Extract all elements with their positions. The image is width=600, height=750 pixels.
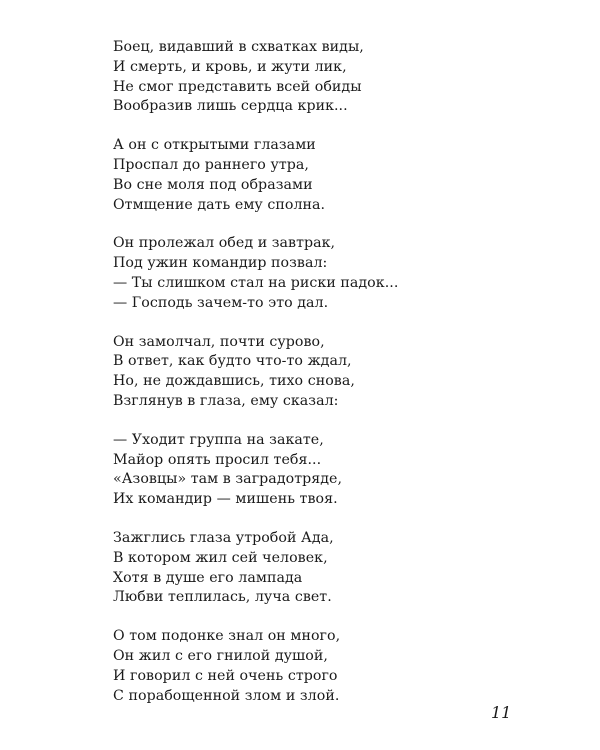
poem-line: В ответ, как будто что-то ждал, bbox=[113, 353, 352, 370]
poem-line: Он жил с его гнилой душой, bbox=[113, 647, 328, 664]
stanza-7 bbox=[113, 627, 533, 706]
stanza-4 bbox=[113, 333, 533, 412]
poem-line: Их командир — мишень твоя. bbox=[113, 491, 338, 508]
stanza-1 bbox=[113, 38, 533, 117]
poem-line: Майор опять просил тебя... bbox=[113, 451, 322, 468]
poem-line: Он пролежал обед и завтрак, bbox=[113, 235, 336, 252]
page-number: 11 bbox=[491, 703, 512, 722]
poem-line: И смерть, и кровь, и жути лик, bbox=[113, 58, 347, 75]
poem-line: Зажглись глаза утробой Ада, bbox=[113, 529, 334, 546]
poem-line: А он с открытыми глазами bbox=[113, 137, 316, 154]
poem-line: Но, не дождавшись, тихо снова, bbox=[113, 373, 355, 390]
poem-line: Проспал до раннего утра, bbox=[113, 156, 309, 173]
poem-line: — Ты слишком стал на риски падок... bbox=[113, 274, 399, 291]
poem-line: — Уходит группа на закате, bbox=[113, 431, 324, 448]
poem-line: И говорил с ней очень строго bbox=[113, 667, 338, 684]
poem-line: Боец, видавший в схватках виды, bbox=[113, 39, 364, 55]
stanza-6 bbox=[113, 529, 533, 608]
stanza-2 bbox=[113, 136, 533, 215]
poem-line: О том подонке знал он много, bbox=[113, 628, 341, 645]
poem-line: Любви теплилась, луча свет. bbox=[113, 589, 332, 606]
poem-line: Под ужин командир позвал: bbox=[113, 255, 328, 272]
poem-line: С порабощенной злом и злой. bbox=[113, 687, 340, 704]
poem-line: Вообразив лишь сердца крик... bbox=[113, 98, 348, 115]
poem-text bbox=[113, 38, 533, 725]
stanza-5 bbox=[113, 431, 533, 510]
poem-line: — Господь зачем-то это дал. bbox=[113, 294, 329, 311]
poem-line: Хотя в душе его лампада bbox=[113, 569, 303, 586]
poem-line: Не смог представить всей обиды bbox=[113, 78, 362, 95]
poem-line: Он замолчал, почти сурово, bbox=[113, 333, 325, 350]
poem-line: В котором жил сей человек, bbox=[113, 549, 328, 566]
stanza-3 bbox=[113, 234, 533, 313]
poem-line: Взглянув в глаза, ему сказал: bbox=[113, 392, 339, 409]
poem-line: «Азовцы» там в заградотряде, bbox=[113, 471, 343, 488]
poem-line: Отмщение дать ему сполна. bbox=[113, 196, 326, 213]
poem-line: Во сне моля под образами bbox=[113, 176, 313, 193]
